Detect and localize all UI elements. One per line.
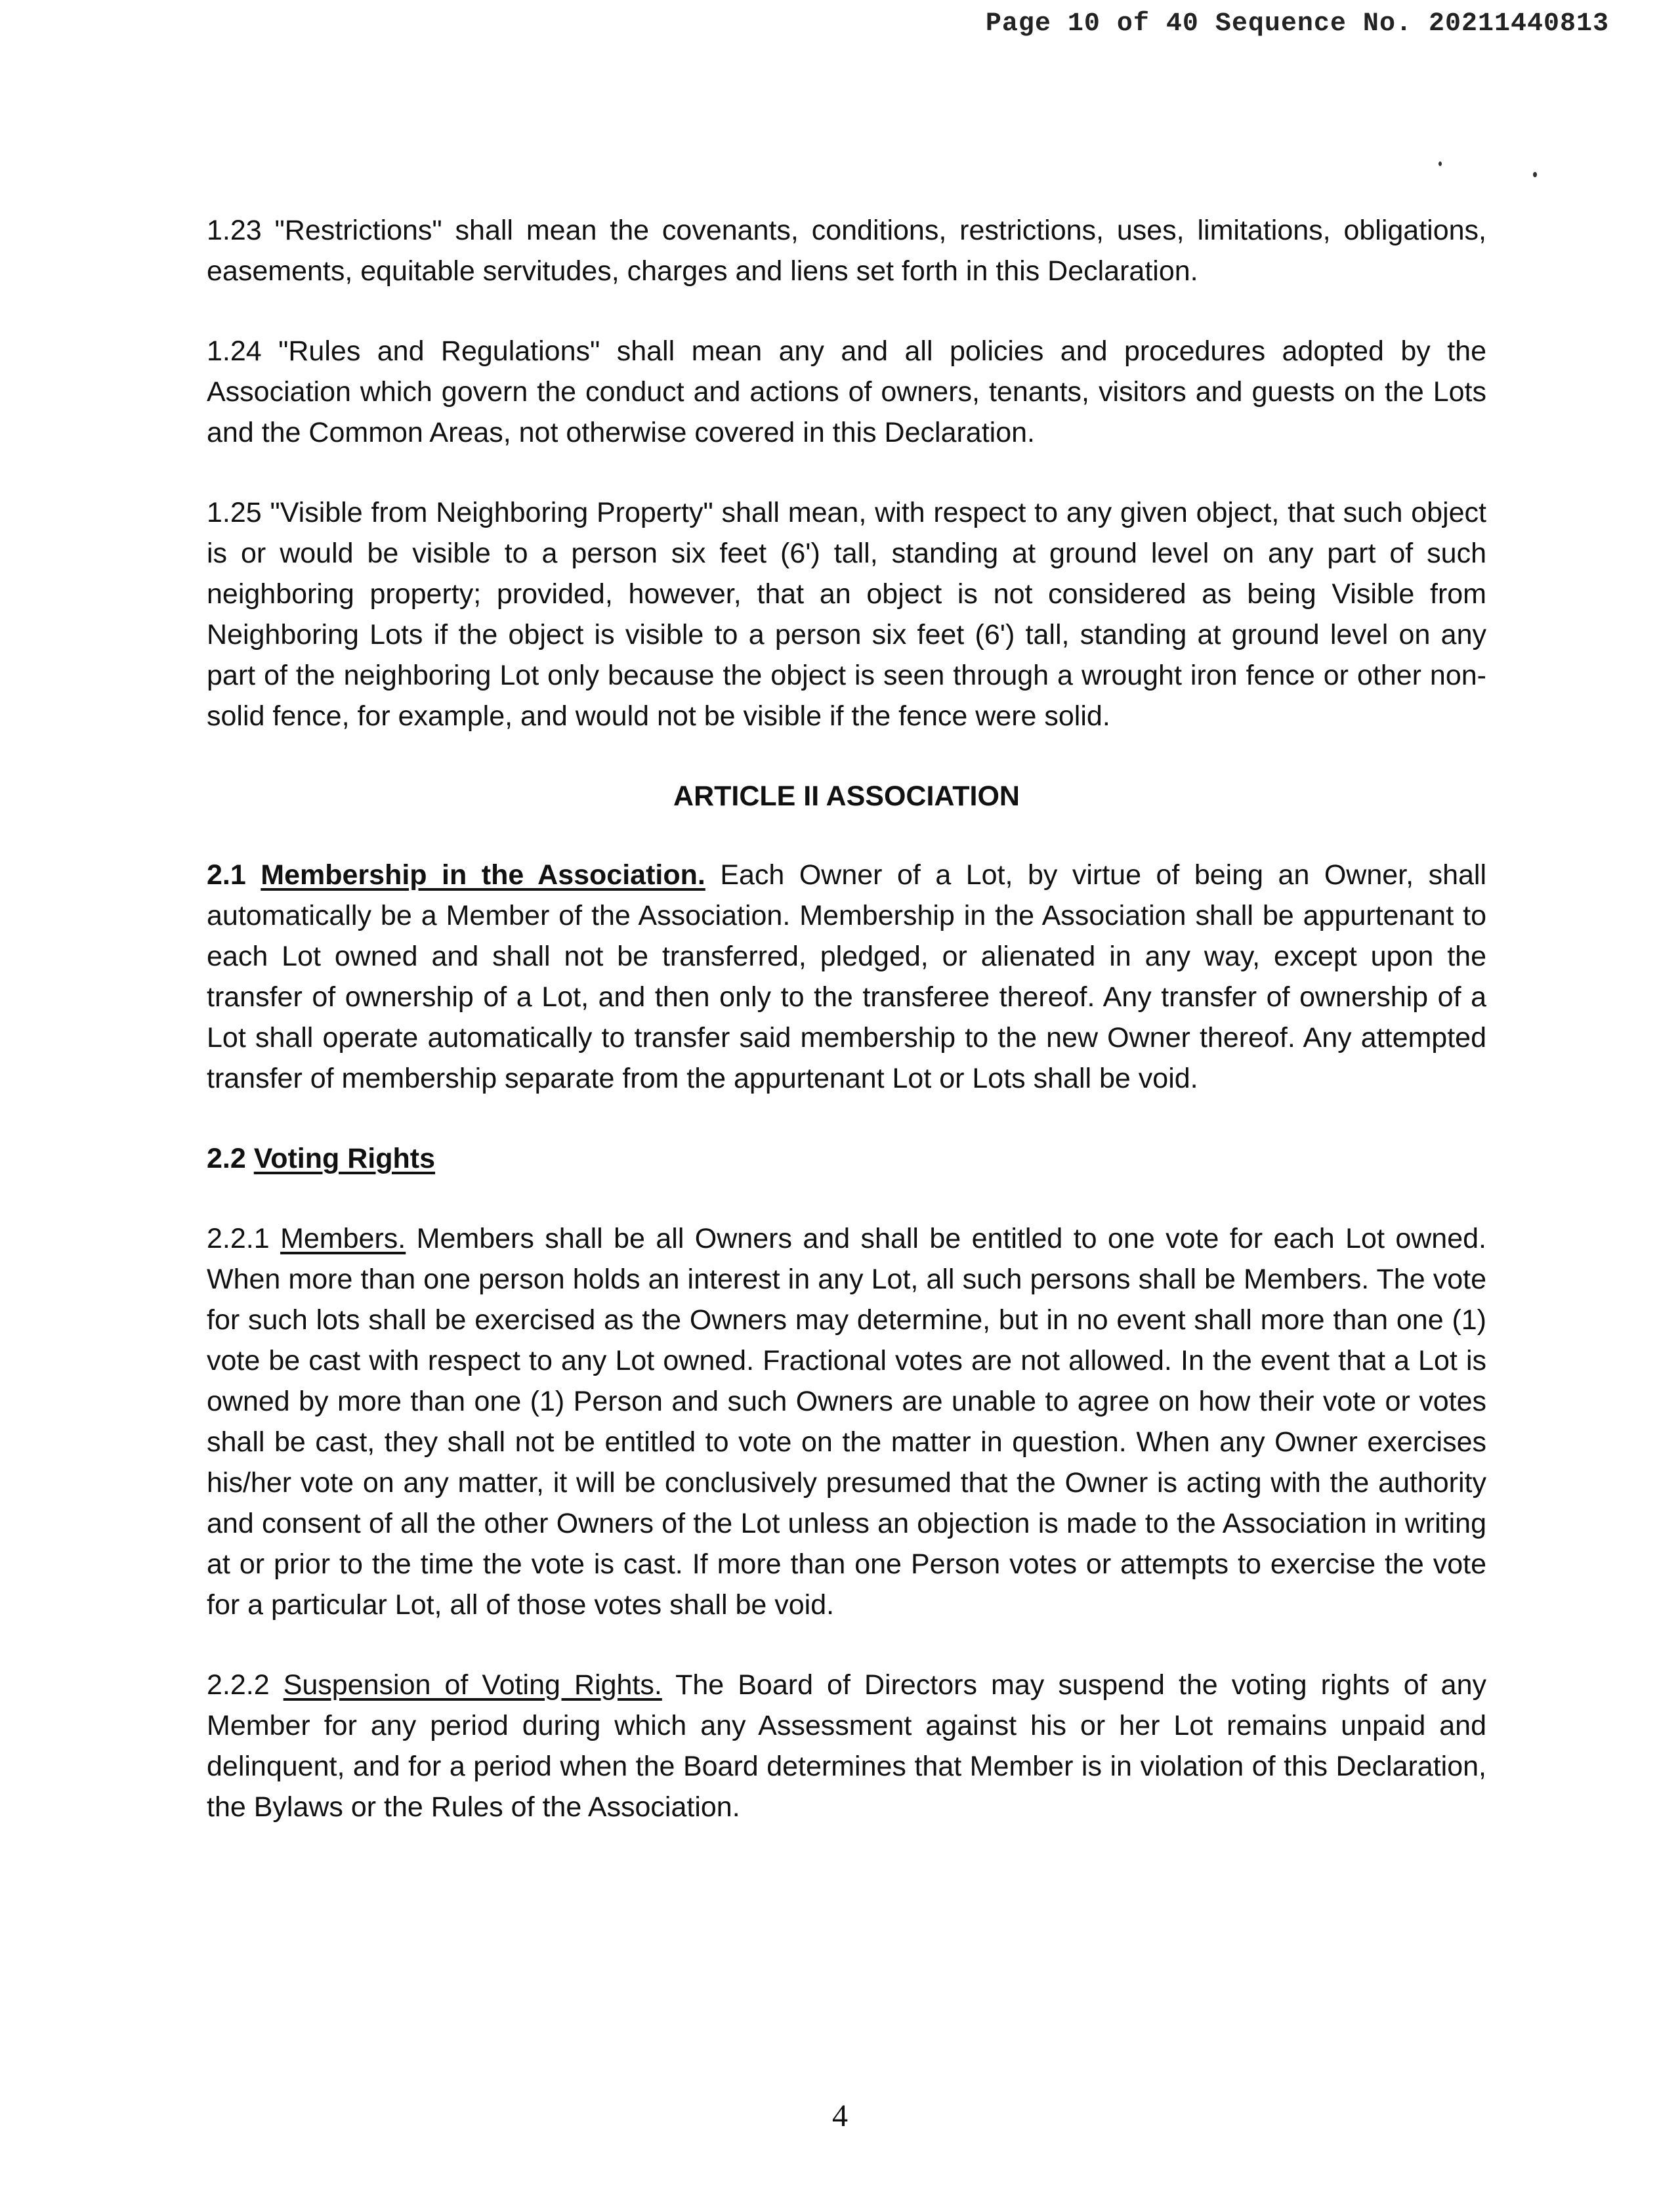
section-2-2-1-number: 2.2.1: [207, 1223, 270, 1254]
scan-speck: [1533, 172, 1537, 177]
section-2-2-number: 2.2: [207, 1143, 246, 1174]
definition-1-25: 1.25 "Visible from Neighboring Property" shall mean, with respect to any given object, that such object is or would be visible to a person six feet (6') tall, standing at ground level on any part of such neighboring property; provided, however, that an object is not considered as being Visible from Neighboring Lots if the object is visible to a person six feet (6') tall, standing at ground level on any part of the neighboring Lot only because the object is seen through a wrought iron fence or other non-solid fence, for example, and would not be visible if the fence were solid.: [207, 497, 1486, 732]
section-2-2-title: Voting Rights: [253, 1143, 436, 1174]
section-2-2-1: [207, 1218, 1486, 1625]
document-body: [207, 210, 1486, 1827]
section-2-1-body: Each Owner of a Lot, by virtue of being an Owner, shall automatically be a Member of the Association. Membership in the Association shall be appurtenant to each Lot owned and shall not be transferred, pledged, or alienated in any way, except upon the transfer of ownership of a Lot, and then only to the transferee thereof. Any transfer of ownership of a Lot shall operate automatically to transfer said membership to the new Owner thereof. Any attempted transfer of membership separate from the appurtenant Lot or Lots shall be void.: [207, 859, 1487, 1094]
section-2-2-2-title: Suspension of Voting Rights.: [283, 1669, 662, 1701]
section-2-1: [207, 855, 1486, 1099]
section-2-2-1-body: Members shall be all Owners and shall be entitled to one vote for each Lot owned. When more than one person holds an interest in any Lot, all such persons shall be Members. The vote for such lots shall be exercised as the Owners may determine, but in no event shall more than one (1) vote be cast with respect to any Lot owned. Fractional votes are not allowed. In the event that a Lot is owned by more than one (1) Person and such Owners are unable to agree on how their vote or votes shall be cast, they shall not be entitled to vote on the matter in question. When any Owner exercises his/her vote on any matter, it will be conclusively presumed that the Owner is acting with the authority and consent of all the other Owners of the Lot unless an objection is made to the Association in writing at or prior to the time the vote is cast. If more than one Person votes or attempts to exercise the vote for a particular Lot, all of those votes shall be void.: [207, 1223, 1486, 1621]
page-number: 4: [832, 2099, 848, 2133]
section-2-2-2-number: 2.2.2: [207, 1669, 270, 1701]
definition-1-23: 1.23 "Restrictions" shall mean the covenants, conditions, restrictions, uses, limitations, obligations, easements, equitable servitudes, charges and liens set forth in this Declaration.: [207, 215, 1486, 287]
section-2-2-2: [207, 1665, 1486, 1827]
section-2-2-2-body: The Board of Directors may suspend the voting rights of any Member for any period during which any Assessment against his or her Lot remains unpaid and delinquent, and for a period when the Board determines that Member is in violation of this Declaration, the Bylaws or the Rules of the Association.: [207, 1669, 1487, 1823]
page-sequence-header: Page 10 of 40 Sequence No. 20211440813: [985, 9, 1609, 39]
definition-1-24: 1.24 "Rules and Regulations" shall mean any and all policies and procedures adopted by the Association which govern the conduct and actions of owners, tenants, visitors and guests on the Lots and the Common Areas, not otherwise covered in this Declaration.: [207, 335, 1486, 448]
scan-speck: [1438, 161, 1442, 166]
section-2-1-title: Membership in the Association.: [261, 859, 705, 891]
section-2-1-number: 2.1: [207, 859, 246, 891]
section-2-2-heading: [207, 1138, 1486, 1179]
section-2-2-1-title: Members.: [280, 1223, 406, 1254]
article-ii-heading: ARTICLE II ASSOCIATION: [673, 780, 1020, 812]
